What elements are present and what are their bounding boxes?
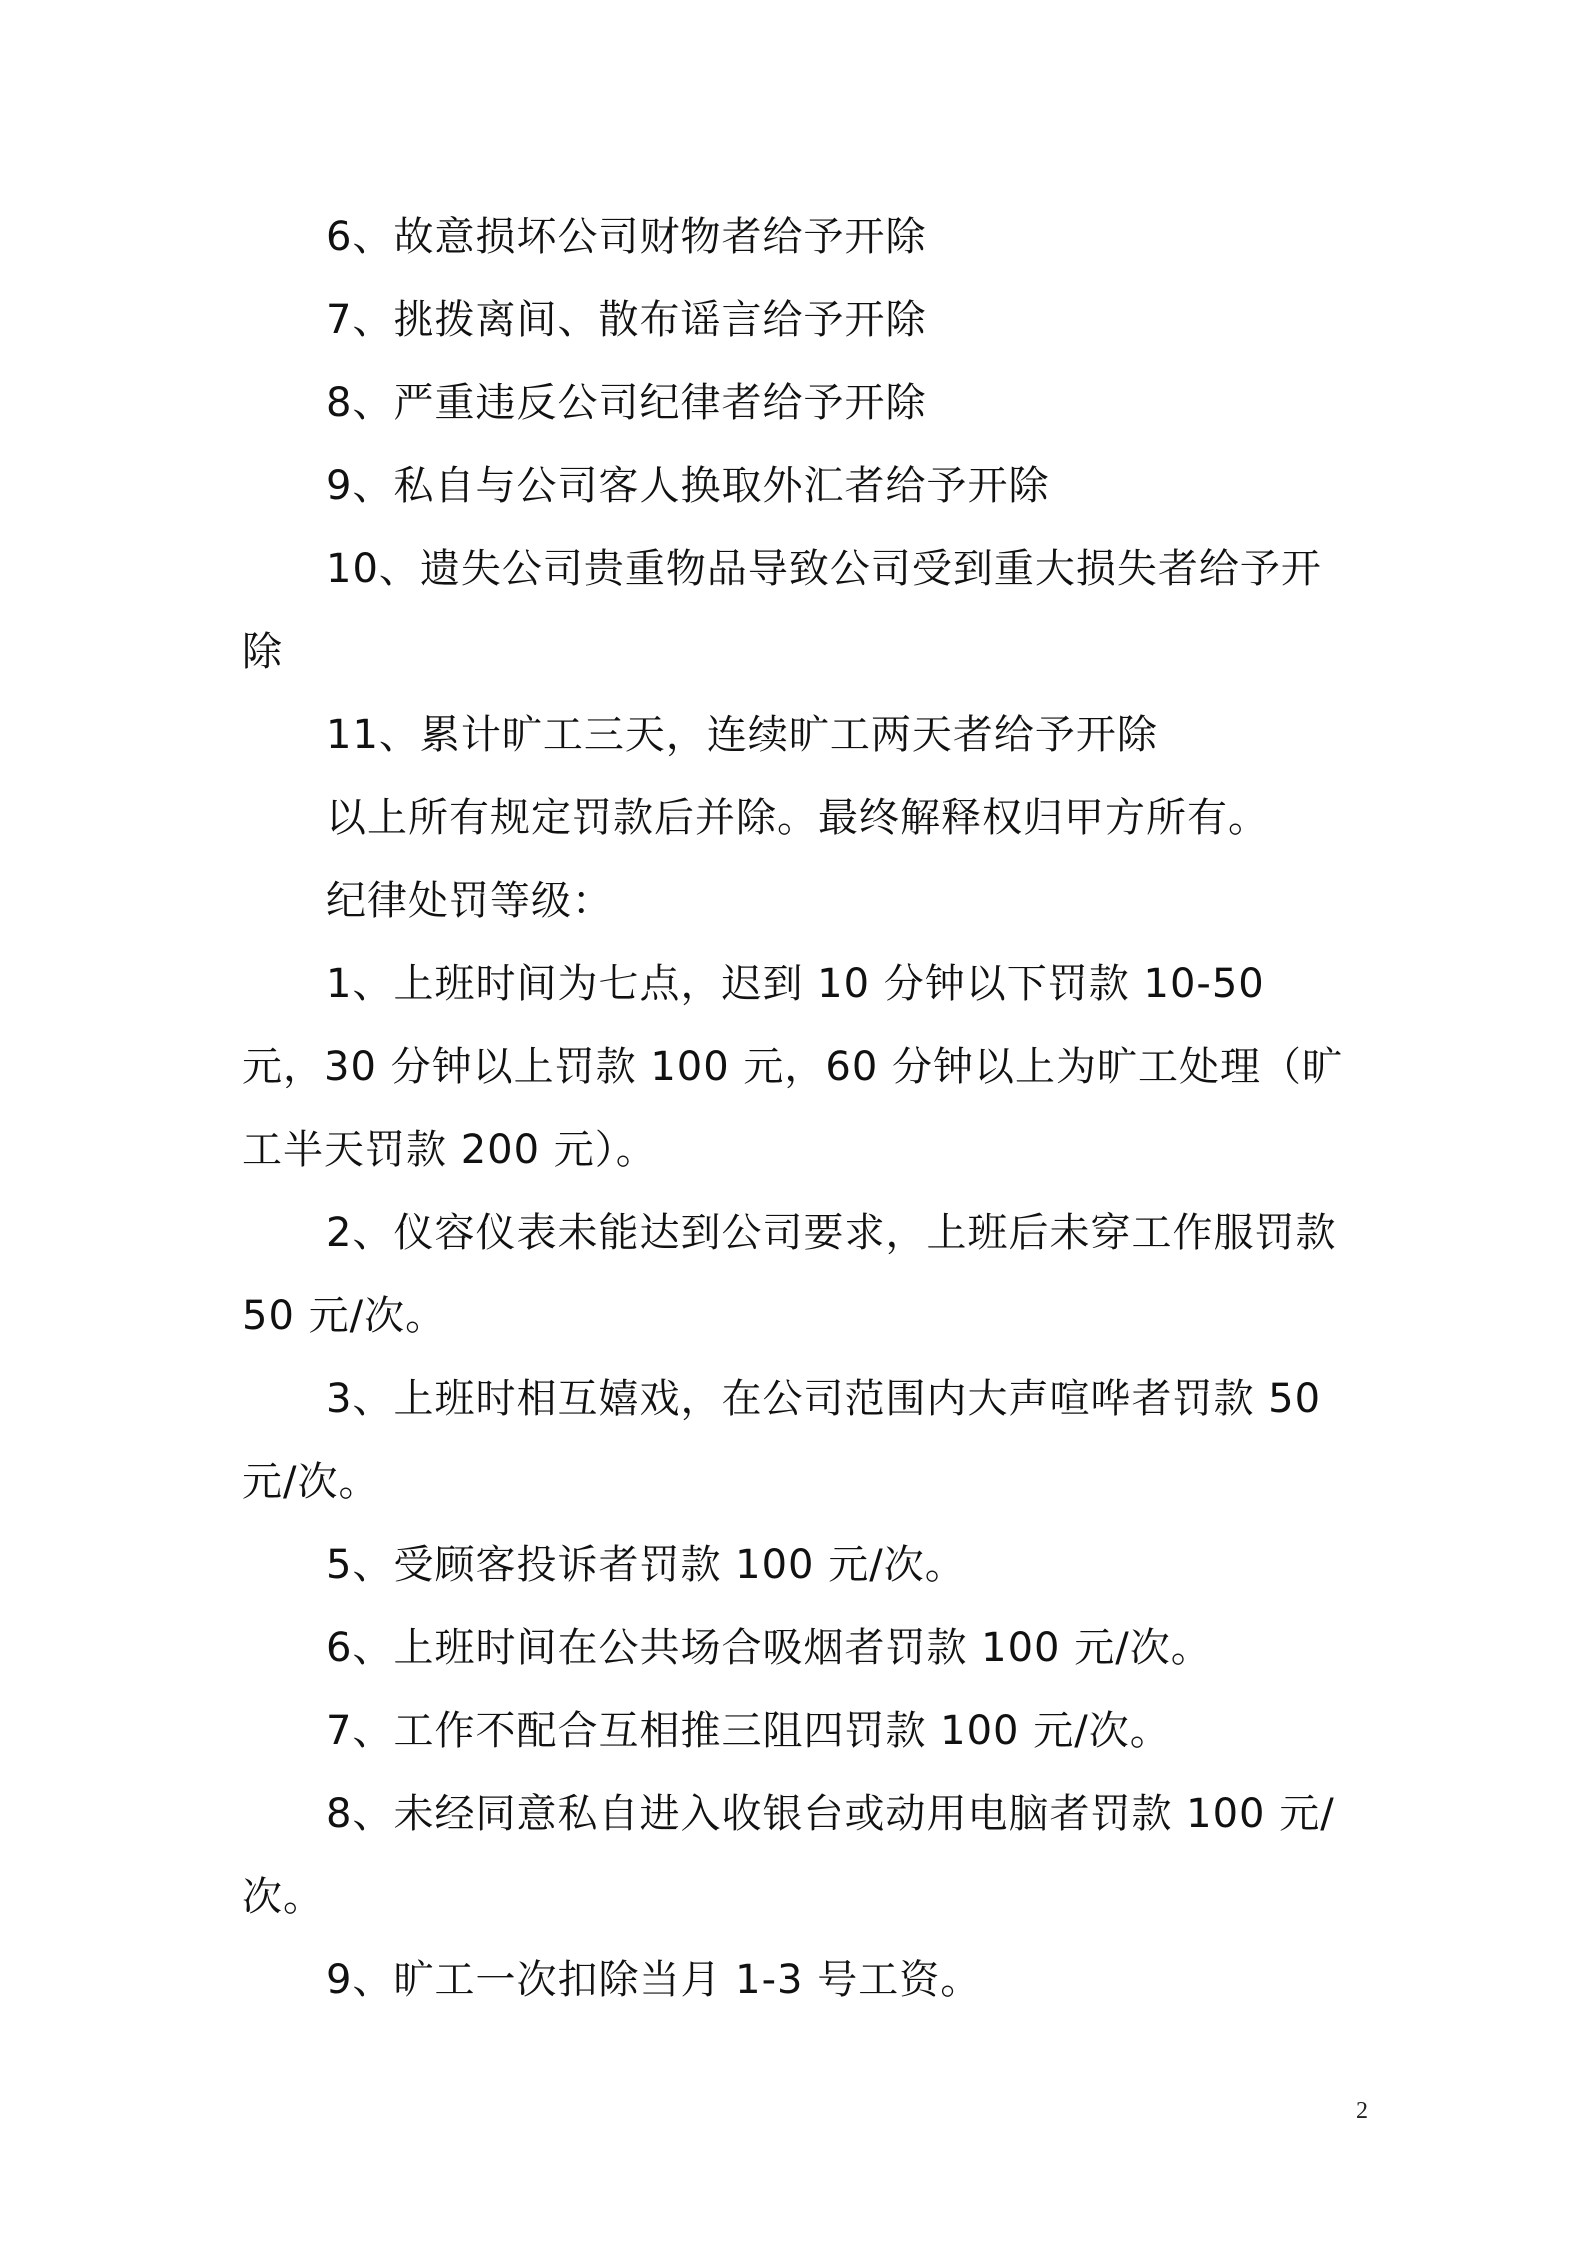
paragraph: 以上所有规定罚款后并除。最终解释权归甲方所有。 — [326, 795, 1269, 841]
document-body — [242, 196, 1358, 2022]
paragraph: 2、仪容仪表未能达到公司要求，上班后未穿工作服罚款 50 元/次。 — [242, 1210, 1337, 1339]
paragraph: 6、上班时间在公共场合吸烟者罚款 100 元/次。 — [326, 1625, 1212, 1671]
section-heading: 纪律处罚等级： — [326, 878, 613, 924]
paragraph: 1、上班时间为七点，迟到 10 分钟以下罚款 10-50 元，30 分钟以上罚款 100 元，60 分钟以上为旷工处理（旷工半天罚款 200 元）。 — [242, 961, 1344, 1173]
paragraph: 9、旷工一次扣除当月 1-3 号工资。 — [326, 1957, 982, 2003]
paragraph: 7、工作不配合互相推三阻四罚款 100 元/次。 — [326, 1708, 1171, 1754]
page-number: 2 — [1356, 2098, 1368, 2124]
paragraph: 11、累计旷工三天，连续旷工两天者给予开除 — [326, 712, 1158, 758]
paragraph: 8、严重违反公司纪律者给予开除 — [326, 380, 927, 426]
paragraph: 8、未经同意私自进入收银台或动用电脑者罚款 100 元/次。 — [242, 1791, 1335, 1920]
paragraph: 6、故意损坏公司财物者给予开除 — [326, 214, 927, 260]
paragraph: 5、受顾客投诉者罚款 100 元/次。 — [326, 1542, 966, 1588]
paragraph: 7、挑拨离间、散布谣言给予开除 — [326, 297, 927, 343]
paragraph: 9、私自与公司客人换取外汇者给予开除 — [326, 463, 1050, 509]
paragraph: 3、上班时相互嬉戏，在公司范围内大声喧哗者罚款 50 元/次。 — [242, 1376, 1322, 1505]
paragraph: 10、遗失公司贵重物品导致公司受到重大损失者给予开除 — [242, 546, 1322, 675]
